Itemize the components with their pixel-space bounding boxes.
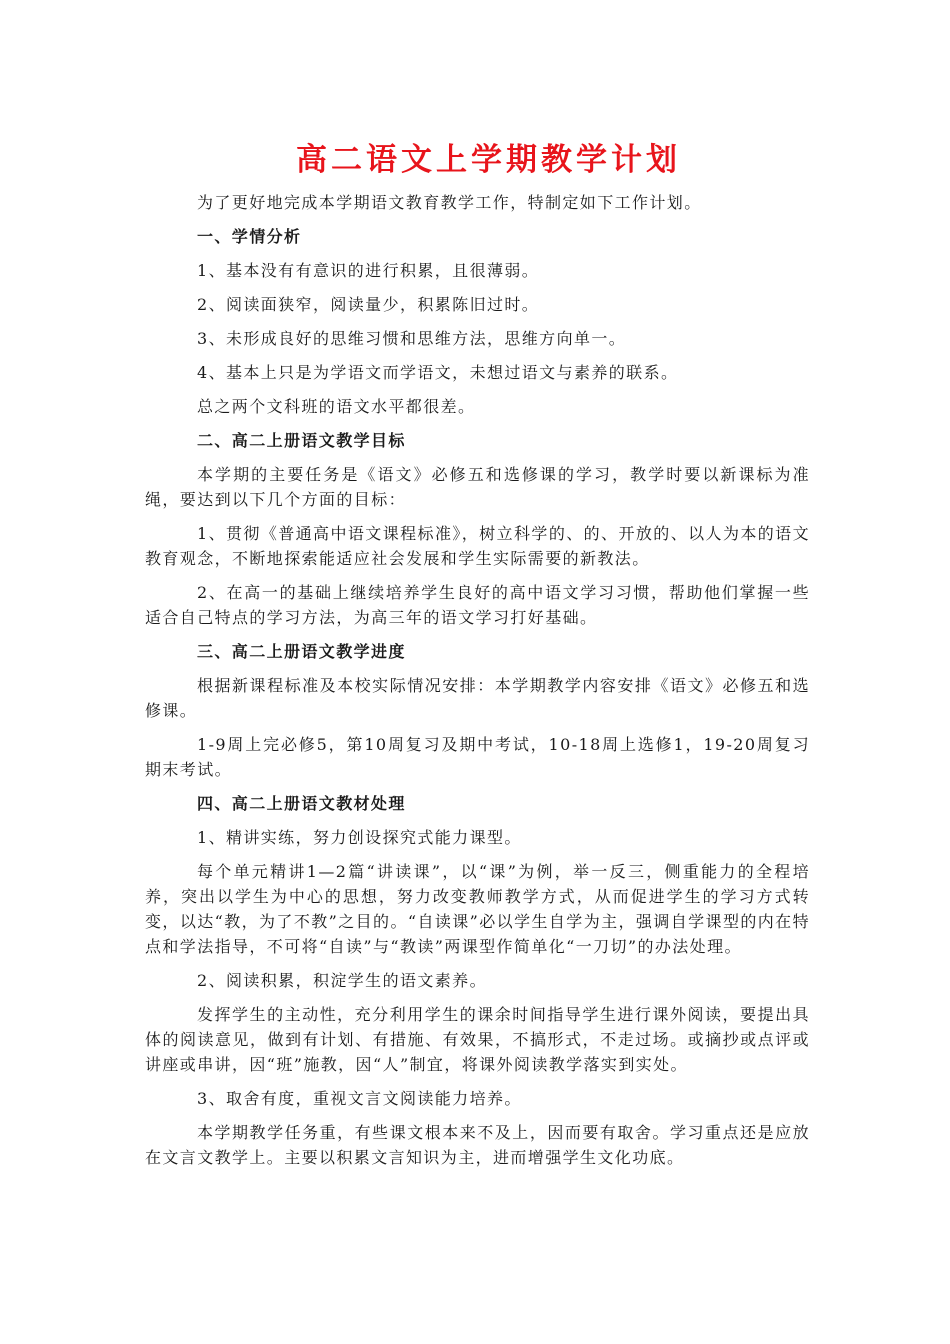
paragraph: 发挥学生的主动性，充分利用学生的课余时间指导学生进行课外阅读，要提出具体的阅读意见，做到有计划、有措施、有效果，不搞形式，不走过场。或摘抄或点评或讲座或串讲，因“班”施教，因“人”制宜，将课外阅读教学落实到实处。 bbox=[145, 1005, 810, 1074]
section-heading: 一、学情分析 bbox=[197, 227, 302, 246]
paragraph: 每个单元精讲1—2篇“讲读课”，以“课”为例，举一反三，侧重能力的全程培养，突出以学生为中心的思想，努力改变教师教学方式，从而促进学生的学习方式转变，以达“教，为了不教”之目的。“自读课”必以学生自学为主，强调自学课型的内在特点和学法指导，不可将“自读”与“教读”两课型作简单化“一刀切”的办法处理。 bbox=[145, 862, 810, 956]
paragraph: 2、阅读面狭窄，阅读量少，积累陈旧过时。 bbox=[197, 295, 540, 314]
paragraph: 本学期的主要任务是《语文》必修五和选修课的学习，教学时要以新课标为准绳，要达到以下几个方面的目标： bbox=[145, 465, 810, 509]
section-heading: 二、高二上册语文教学目标 bbox=[197, 431, 406, 450]
document-page bbox=[145, 138, 810, 1170]
document-body bbox=[145, 190, 810, 1170]
paragraph: 1、精讲实练，努力创设探究式能力课型。 bbox=[197, 828, 522, 847]
paragraph: 根据新课程标准及本校实际情况安排：本学期教学内容安排《语文》必修五和选修课。 bbox=[145, 676, 810, 720]
section-heading: 四、高二上册语文教材处理 bbox=[197, 794, 406, 813]
paragraph: 总之两个文科班的语文水平都很差。 bbox=[197, 397, 476, 416]
paragraph: 本学期教学任务重，有些课文根本来不及上，因而要有取舍。学习重点还是应放在文言文教学上。主要以积累文言知识为主，进而增强学生文化功底。 bbox=[145, 1123, 810, 1167]
paragraph: 为了更好地完成本学期语文教育教学工作，特制定如下工作计划。 bbox=[197, 193, 702, 212]
paragraph: 1、基本没有有意识的进行积累，且很薄弱。 bbox=[197, 261, 540, 280]
paragraph: 4、基本上只是为学语文而学语文，未想过语文与素养的联系。 bbox=[197, 363, 679, 382]
paragraph: 1、贯彻《普通高中语文课程标准》，树立科学的、的、开放的、以人为本的语文教育观念，不断地探索能适应社会发展和学生实际需要的新教法。 bbox=[145, 524, 810, 568]
paragraph: 2、在高一的基础上继续培养学生良好的高中语文学习习惯，帮助他们掌握一些适合自己特点的学习方法，为高三年的语文学习打好基础。 bbox=[145, 583, 810, 627]
document-title: 高二语文上学期教学计划 bbox=[296, 142, 681, 178]
paragraph: 2、阅读积累，积淀学生的语文素养。 bbox=[197, 971, 487, 990]
paragraph: 3、未形成良好的思维习惯和思维方法，思维方向单一。 bbox=[197, 329, 627, 348]
paragraph: 3、取舍有度，重视文言文阅读能力培养。 bbox=[197, 1089, 522, 1108]
section-heading: 三、高二上册语文教学进度 bbox=[197, 642, 406, 661]
paragraph: 1-9周上完必修5，第10周复习及期中考试，10-18周上选修1，19-20周复习期末考试。 bbox=[145, 735, 810, 779]
